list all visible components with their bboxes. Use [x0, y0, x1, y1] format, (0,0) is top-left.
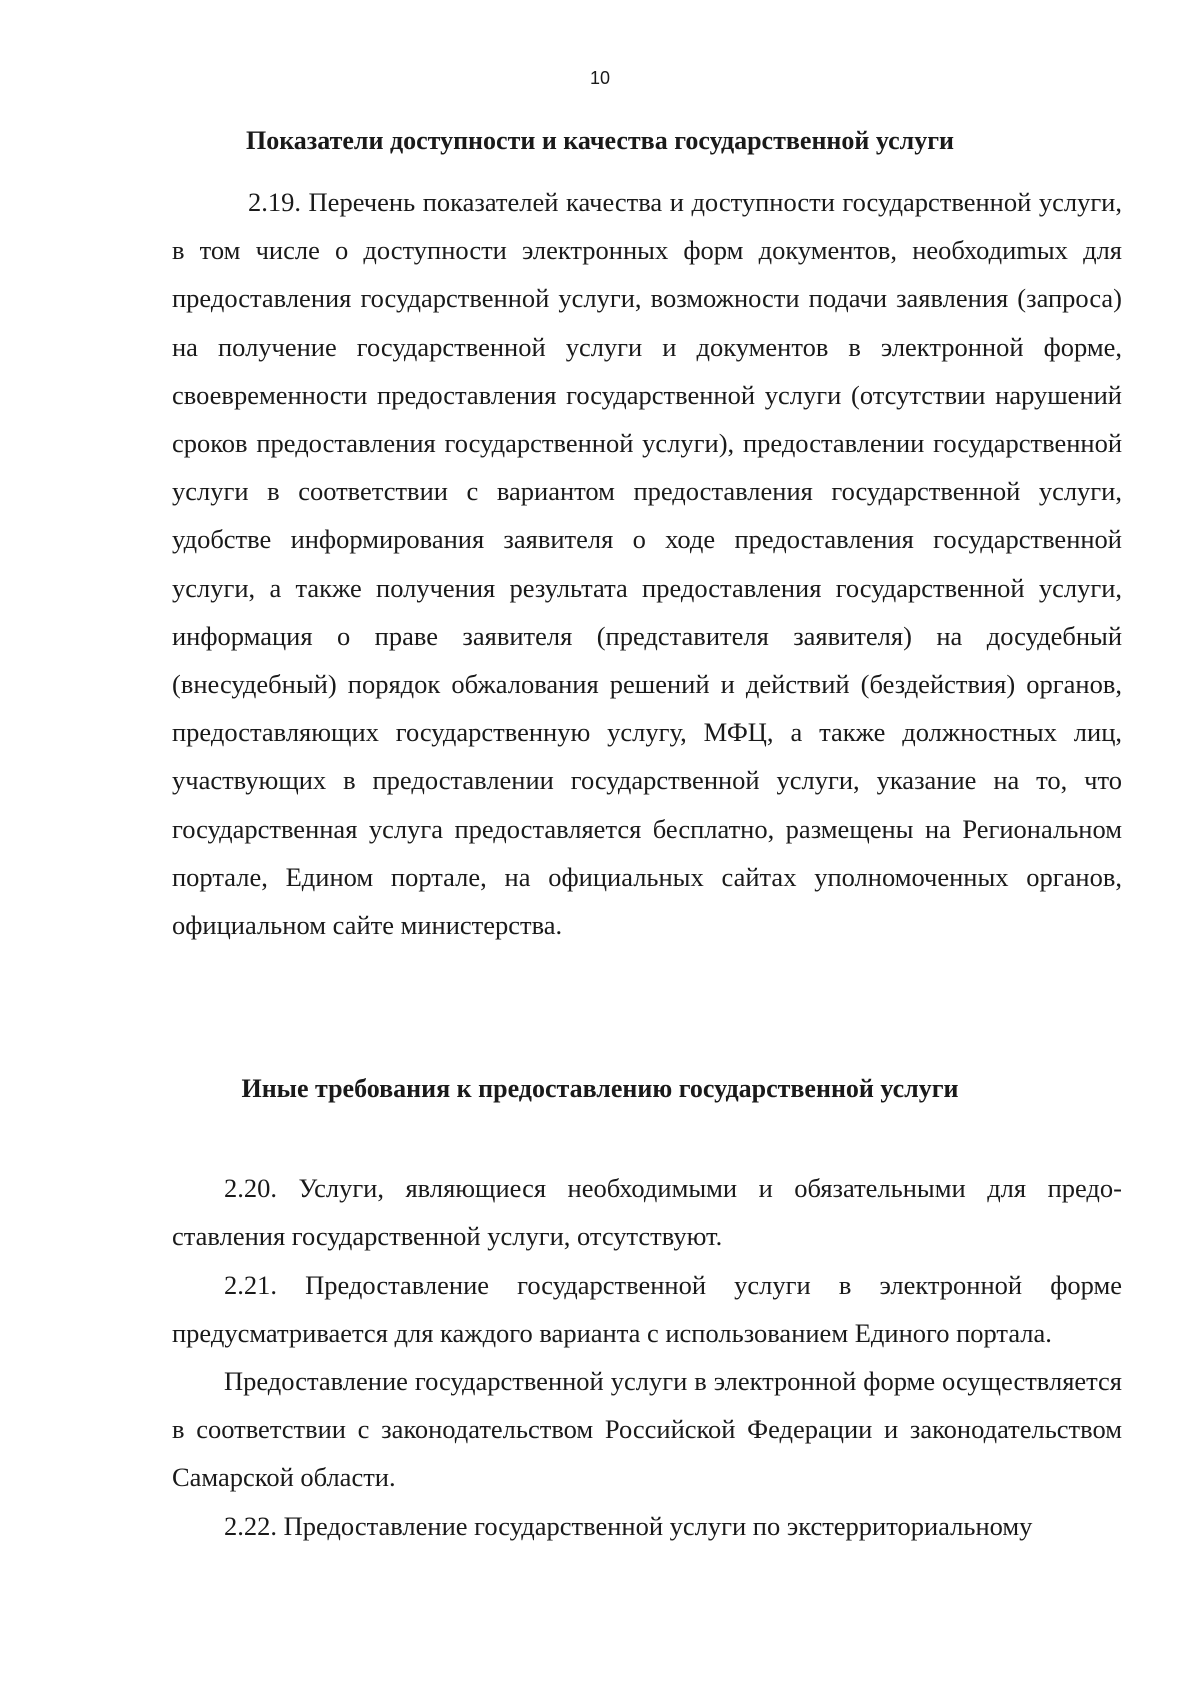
- paragraph-2-19: 2.19. Перечень показателей качества и доступности государственной услуги, в том числе о доступности электронных форм документов, необходиmых для предоставления государственной услуги, возможности подачи заявления (запроса) на получение государственной услуги и документов в электронной форме, своевременности предоставления государственной услуги (отсутствии нарушений сроков предоставления государственной услуги), предоставлении государственной услуги в соответствии с вариантом предоставления государственной услуги, удобстве информирования заявителя о ходе предоставления государственной услуги, а также получения результата предоставления государственной услуги, информация о праве заявителя (представителя заявителя) на досудебный (внесудебный) порядок обжалования решений и действий (бездействия) органов, предоставляющих государственную услугу, МФЦ, а также должностных лиц, участвующих в предоставлении государственной услуги, указание на то, что государственная услуга предоставляется бесплатно, размещены на Региональном портале, Едином портале, на официальных сайтах уполномоченных органов, официальном сайте министерства.: [172, 187, 1122, 941]
- paragraph-2-20: 2.20. Услуги, являющиеся необходимыми и обязательными для предоставления государственной услуги, отсутствуют.: [172, 1173, 1122, 1252]
- page-number: 10: [589, 68, 611, 88]
- paragraph-2-21: 2.21. Предоставление государственной услуги в электронной форме предусматривается для каждого варианта с использованием Единого портала.: [172, 1270, 1122, 1349]
- section-heading-other-requirements: Иные требования к предоставлению государственной услуги: [241, 1074, 959, 1103]
- paragraph-2-22: 2.22. Предоставление государственной услуги по экстерриториальному: [224, 1511, 1033, 1541]
- section-heading-quality: Показатели доступности и качества государственной услуги: [245, 126, 955, 155]
- paragraph-2-21-continued: Предоставление государственной услуги в электронной форме осуществляется в соответствии с законодательством Российской Федерации и законодательством Самарской области.: [172, 1366, 1122, 1493]
